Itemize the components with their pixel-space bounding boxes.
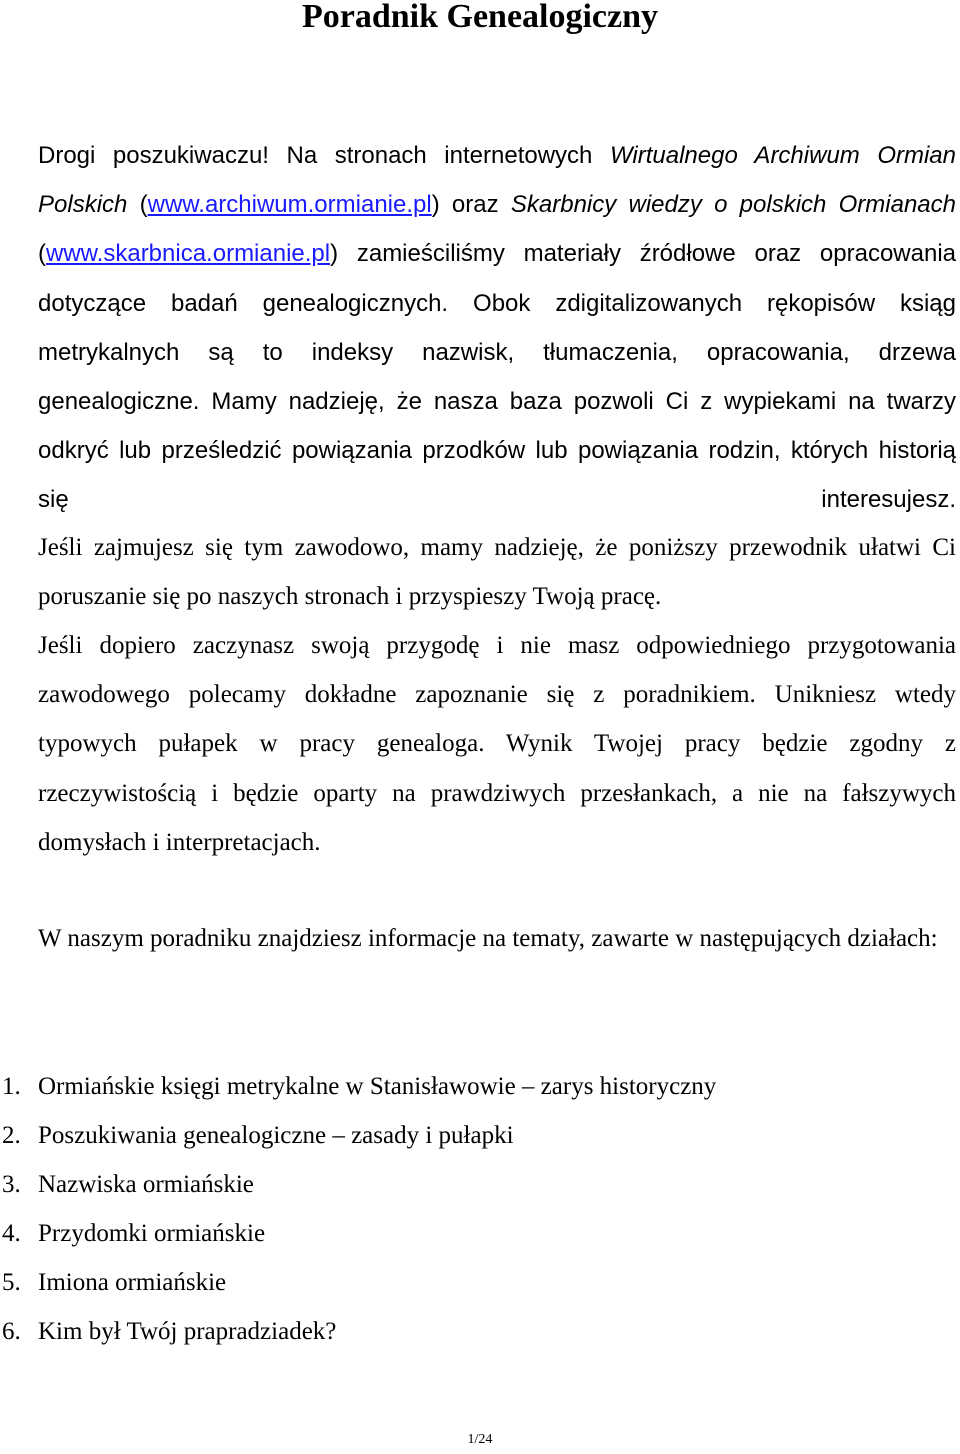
list-label: Imiona ormiańskie [38,1269,227,1296]
paren-open: ( [127,191,148,219]
list-item[interactable] [0,1258,716,1307]
list-item[interactable] [0,1307,716,1356]
page-number: 1/24 [467,1432,493,1447]
list-number: 4. [2,1220,21,1247]
list-item[interactable] [0,1062,716,1111]
archive-name: Wirtualnego Archiwum Ormian Polskich [38,142,957,219]
page-title: Poradnik Genealogiczny [301,0,659,35]
archive-link[interactable]: www.archiwum.ormianie.pl [147,191,432,219]
list-number: 1. [2,1073,21,1100]
treasury-name: Skarbnicy wiedzy o polskich Ormianach [510,191,956,219]
intro-text: ) oraz [431,191,511,219]
treasury-link[interactable]: www.skarbnica.ormianie.pl [46,240,331,268]
list-item[interactable] [0,1160,716,1209]
intro-text: Drogi poszukiwaczu! Na stronach internetowych [38,142,610,169]
list-label: Przydomki ormiańskie [38,1220,266,1247]
list-item[interactable] [0,1111,716,1160]
list-number: 3. [2,1171,21,1198]
list-item[interactable] [0,1209,716,1258]
paren-open: ( [38,240,46,268]
list-label: Nazwiska ormiańskie [38,1171,254,1198]
professional-paragraph: Jeśli zajmujesz się tym zawodowo, mamy nadzieję, że poniższy przewodnik ułatwi Ci poruszanie się po naszych stronach i przyspieszy Twoją pracę. [38,534,956,611]
intro-line [38,131,956,525]
intro-text: Mamy nadzieję, że nasza baza pozwoli Ci z wypiekami na twarzy odkryć lub prześledzić powiązania przodków lub powiązania rodzin, których historią się interesujesz. [38,388,956,514]
list-label: Ormiańskie księgi metrykalne w Stanisławowie – zarys historyczny [38,1073,717,1100]
intro-paragraph [38,131,956,525]
list-number: 2. [2,1122,21,1149]
sections-list [0,1062,716,1356]
list-label: Kim był Twój prapradziadek? [38,1318,337,1345]
list-number: 6. [2,1318,21,1345]
beginner-paragraph: Jeśli dopiero zaczynasz swoją przygodę i nie masz odpowiedniego przygotowania zawodowego polecamy dokładne zapoznanie się z poradnikiem. Unikniesz wtedy typowych pułapek w pracy genealoga. Wynik Twojej pracy będzie zgodny z rzeczywistością i będzie oparty na prawdziwych przesłankach, a nie na fałszywych domysłach i interpretacjach. [38,632,956,856]
sections-intro-paragraph: W naszym poradniku znajdziesz informacje na tematy, zawarte w następujących działach: [38,925,938,952]
list-label: Poszukiwania genealogiczne – zasady i pułapki [38,1122,514,1149]
intro-text: ) zamieściliśmy materiały źródłowe oraz opracowania dotyczące badań genealogicznych. Obok zdigitalizowanych rękopisów ksiąg metrykalnych są to indeksy nazwisk, tłumaczenia, opracowania, drzewa genealogiczne. [38,240,956,416]
list-number: 5. [2,1269,21,1296]
